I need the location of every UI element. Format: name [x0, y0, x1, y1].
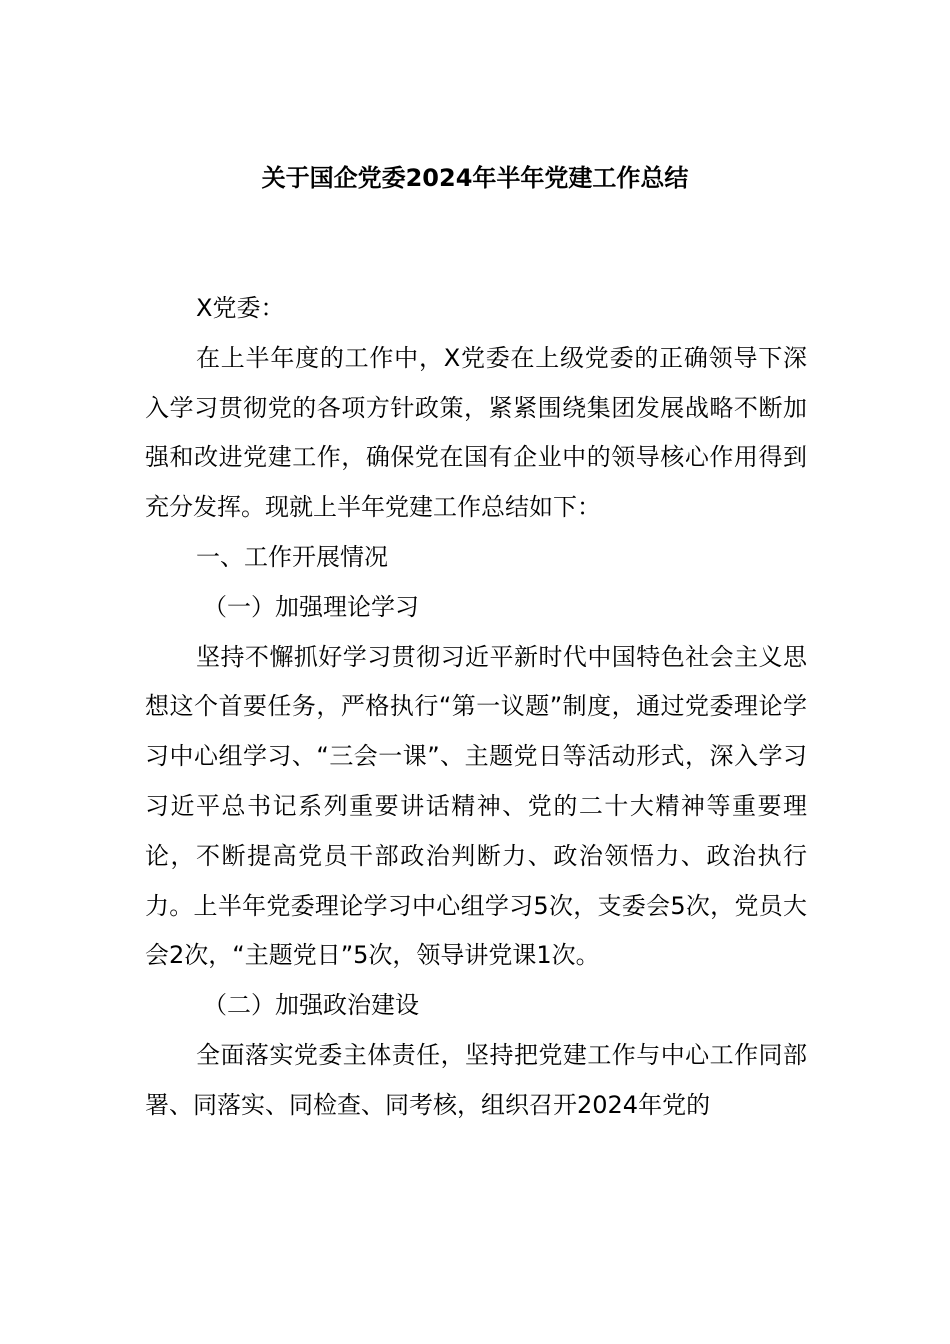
- subsection-heading-1: （一）加强理论学习: [203, 592, 419, 621]
- salutation: X党委：: [196, 294, 285, 322]
- subsection-heading-2: （二）加强政治建设: [203, 991, 419, 1020]
- intro-paragraph: 在上半年度的工作中，X党委在上级党委的正确领导下深入学习贯彻党的各项方针政策，紧紧围绕集团发展战略不断加强和改进党建工作，确保党在国有企业中的领导核心作用得到充分发挥。现就上半年党建工作总结如下：: [145, 343, 807, 522]
- theory-study-paragraph: 坚持不懈抓好学习贯彻习近平新时代中国特色社会主义思想这个首要任务，严格执行“第一议题”制度，通过党委理论学习中心组学习、“三会一课”、主题党日等活动形式，深入学习习近平总书记系列重要讲话精神、党的二十大精神等重要理论，不断提高党员干部政治判断力、政治领悟力、政治执行力。上半年党委理论学习中心组学习5次，支委会5次，党员大会2次，“主题党日”5次，领导讲党课1次。: [145, 642, 807, 970]
- document-title: 关于国企党委2024年半年党建工作总结: [261, 164, 689, 192]
- document-body: [145, 284, 807, 1131]
- political-building-paragraph: 全面落实党委主体责任，坚持把党建工作与中心工作同部署、同落实、同检查、同考核，组织召开2024年党的: [145, 1040, 807, 1119]
- section-heading-1: 一、工作开展情况: [196, 542, 388, 571]
